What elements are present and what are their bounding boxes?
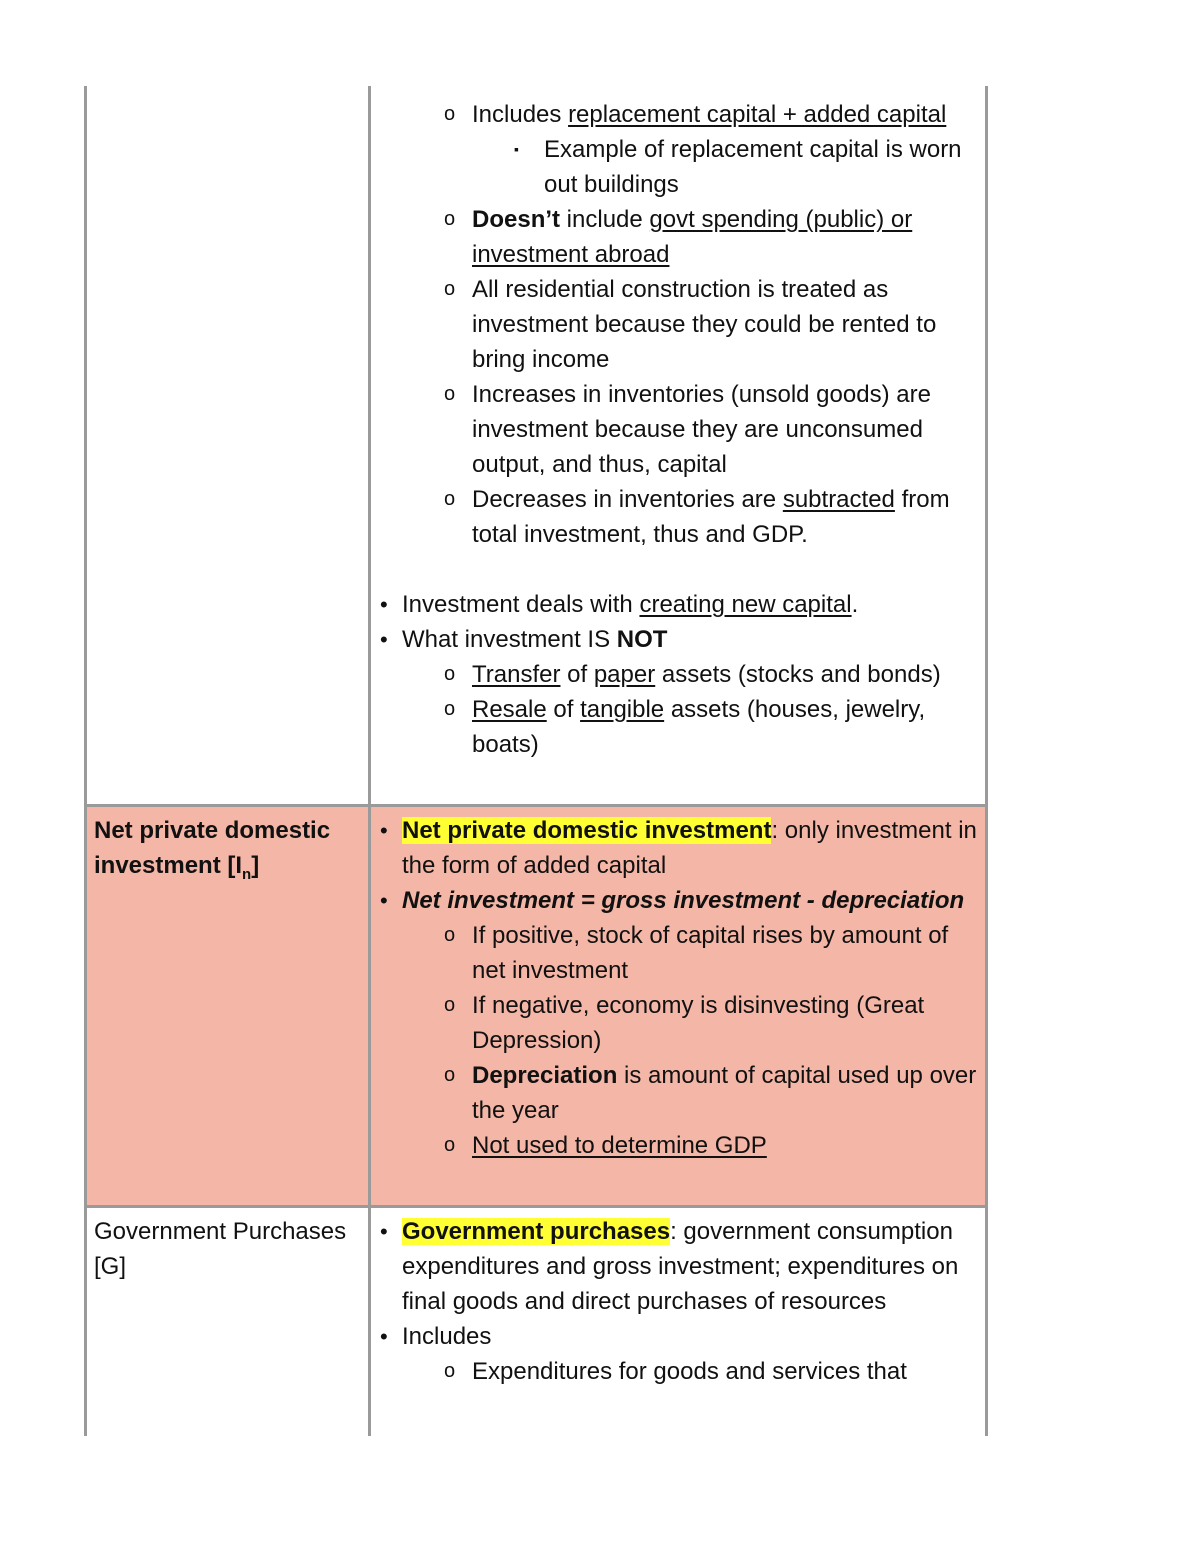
- bullet-icon: •: [380, 888, 388, 913]
- list-item: • Includes: [380, 1319, 985, 1354]
- circle-bullet-icon: o: [444, 698, 456, 720]
- bullet-icon: •: [380, 592, 388, 617]
- list-item: o Transfer of paper assets (stocks and bonds): [380, 657, 985, 692]
- circle-bullet-icon: o: [444, 103, 456, 125]
- list-item: o Decreases in inventories are subtracted from total investment, thus and GDP.: [380, 482, 985, 552]
- blank-line: [380, 552, 985, 587]
- list-item: o Includes replacement capital + added capital: [380, 97, 985, 132]
- row-content: [380, 97, 985, 762]
- table-row-government-purchases: [84, 1208, 988, 1436]
- list-item: o All residential construction is treated as investment because they could be rented to bring income: [380, 272, 985, 377]
- circle-bullet-icon: o: [444, 994, 456, 1016]
- bullet-icon: •: [380, 1324, 388, 1349]
- circle-bullet-icon: o: [444, 1360, 456, 1382]
- bullet-icon: •: [380, 818, 388, 843]
- list-item: o If negative, economy is disinvesting (Great Depression): [380, 988, 985, 1058]
- list-item: • Investment deals with creating new capital.: [380, 587, 985, 622]
- circle-bullet-icon: o: [444, 278, 456, 300]
- circle-bullet-icon: o: [444, 383, 456, 405]
- row-content: [380, 813, 985, 1163]
- circle-bullet-icon: o: [444, 924, 456, 946]
- row-label-government-purchases: Government Purchases [G]: [94, 1218, 347, 1280]
- table-border-right: [985, 86, 988, 1436]
- list-item: • Net private domestic investment: only investment in the form of added capital: [380, 813, 985, 883]
- table-border-left: [84, 86, 87, 1436]
- circle-bullet-icon: o: [444, 1134, 456, 1156]
- list-item: o Increases in inventories (unsold goods) are investment because they are unconsumed output, and thus, capital: [380, 377, 985, 482]
- circle-bullet-icon: o: [444, 1064, 456, 1086]
- list-item: o Resale of tangible assets (houses, jewelry, boats): [380, 692, 985, 762]
- table-row-divider: [84, 804, 988, 807]
- circle-bullet-icon: o: [444, 208, 456, 230]
- list-item: o Doesn’t include govt spending (public) or investment abroad: [380, 202, 985, 272]
- square-bullet-icon: ▪: [514, 141, 519, 157]
- table-row-net-investment: [84, 807, 988, 1205]
- circle-bullet-icon: o: [444, 488, 456, 510]
- row-content: [380, 1214, 985, 1389]
- circle-bullet-icon: o: [444, 663, 456, 685]
- list-item: o If positive, stock of capital rises by amount of net investment: [380, 918, 985, 988]
- list-item: o Not used to determine GDP: [380, 1128, 985, 1163]
- notes-table: [84, 86, 988, 1436]
- table-column-divider: [368, 86, 371, 1436]
- bullet-icon: •: [380, 1219, 388, 1244]
- list-item: • What investment IS NOT: [380, 622, 985, 657]
- list-item: • Government purchases: government consumption expenditures and gross investment; expenditures on final goods and direct purchases of resources: [380, 1214, 985, 1319]
- list-item: ▪ Example of replacement capital is worn out buildings: [380, 132, 985, 202]
- bullet-icon: •: [380, 627, 388, 652]
- row-label-net-investment: Net private domestic investment $[I_n]$: [94, 817, 331, 883]
- list-item: o Depreciation is amount of capital used up over the year: [380, 1058, 985, 1128]
- table-row-gross-investment-continued: [84, 86, 988, 804]
- table-row-divider: [84, 1205, 988, 1208]
- list-item: o Expenditures for goods and services that: [380, 1354, 985, 1389]
- list-item: • Net investment = gross investment - depreciation: [380, 883, 985, 918]
